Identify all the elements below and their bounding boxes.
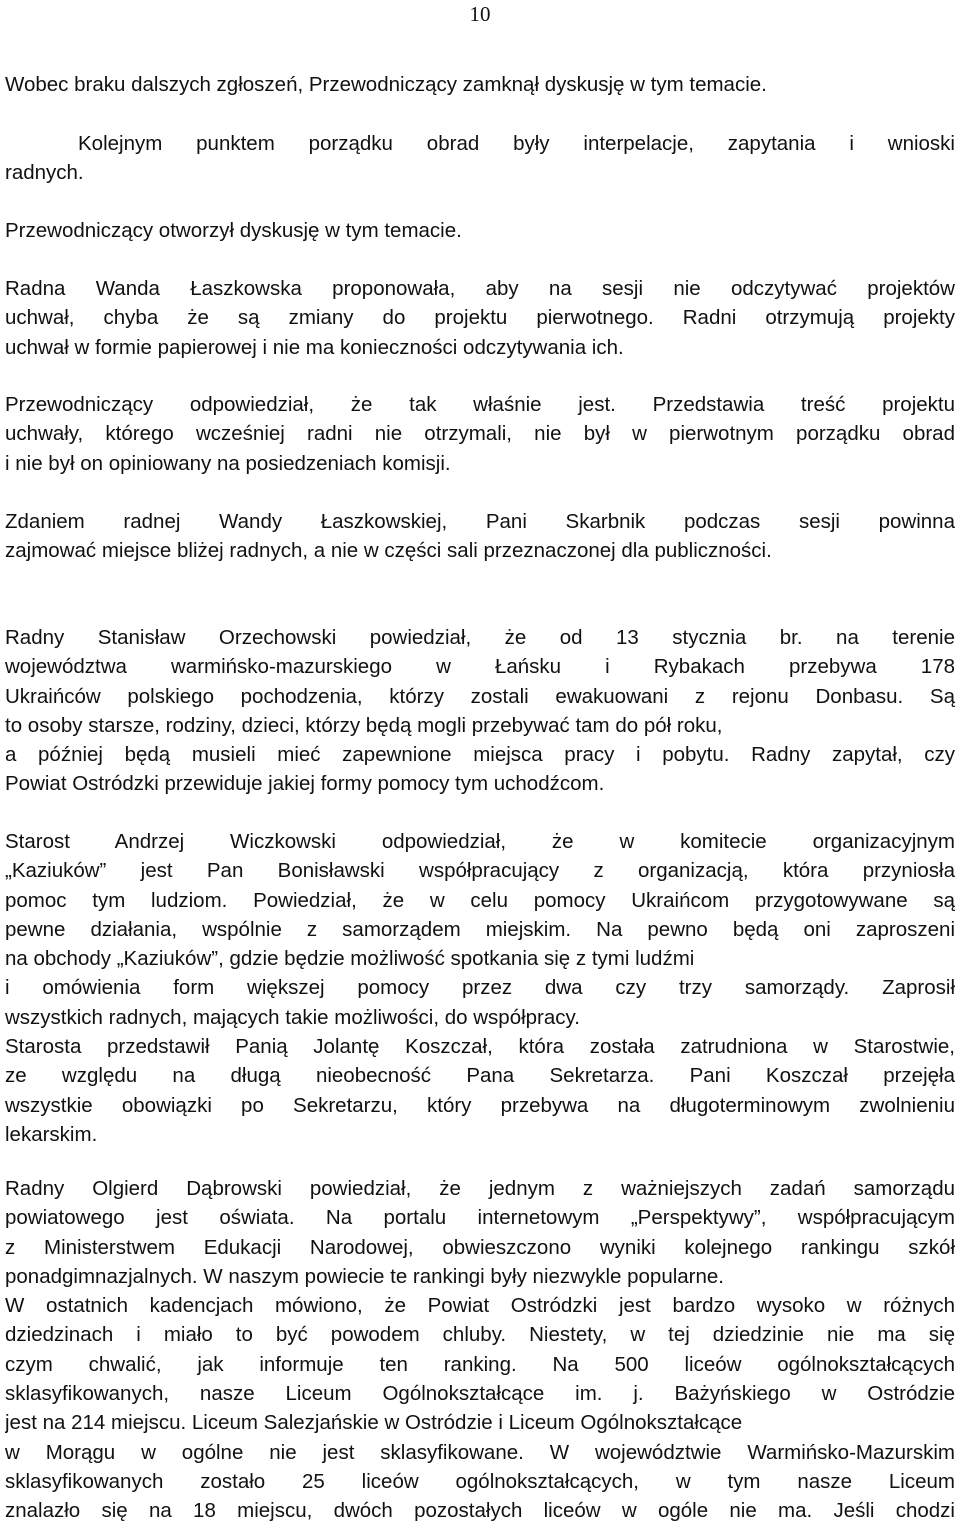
text-line: Zdaniem radnej Wandy Łaszkowskiej, Pani Skarbnik podczas sesji powinna (5, 510, 955, 533)
text-line: „Kaziuków” jest Pan Bonisławski współpracujący z organizacją, która przyniosła (5, 859, 955, 883)
text-line: na obchody „Kaziuków”, gdzie będzie możliwość spotkania się z tymi ludźmi (5, 947, 695, 971)
text-line: województwa warmińsko-mazurskiego w Łańsku i Rybakach przebywa 178 (5, 655, 955, 679)
paragraph-agenda-item (5, 129, 955, 188)
text-line: to osoby starsze, rodziny, dzieci, którzy będą mogli przebywać tam do pół roku, (5, 713, 723, 737)
text-line: Starost Andrzej Wiczkowski odpowiedział, że w komitecie organizacyjnym (5, 830, 955, 853)
text-line: powiatowego jest oświata. Na portalu internetowym „Perspektywy”, współpracującym (5, 1206, 955, 1230)
paragraph-open-discussion (5, 216, 955, 245)
text-line: radnych. (5, 161, 84, 185)
text-line: uchwały, którego wcześniej radni nie otrzymali, nie był w pierwotnym porządku obrad (5, 422, 955, 446)
text-line: uchwał, chyba że są zmiany do projektu pierwotnego. Radni otrzymują projekty (5, 306, 955, 330)
text-line: jest na 214 miejscu. Liceum Salezjańskie w Ostródzie i Liceum Ogólnokształcące (5, 1411, 743, 1435)
text-line: Ukraińców polskiego pochodzenia, którzy zostali ewakuowani z rejonu Donbasu. Są (5, 684, 955, 708)
text-line: lekarskim. (5, 1122, 98, 1146)
paragraph-laszkowska-proposal (5, 274, 955, 362)
text-line: znalazło się na 18 miejscu, dwóch pozostałych liceów w ogóle nie ma. Jeśli chodzi (5, 1499, 955, 1523)
paragraph-closing-discussion (5, 70, 955, 99)
text-line: i nie był on opiniowany na posiedzeniach komisji. (5, 451, 451, 475)
paragraph-dabrowski-education (5, 1174, 955, 1526)
text-line: w Morągu w ogólne nie jest sklasyfikowane. W województwie Warmińsko-Mazurskim (5, 1440, 955, 1464)
text-line: Powiat Ostródzki przewiduje jakiej formy pomocy tym uchodźcom. (5, 772, 605, 796)
text-line: a później będą musieli mieć zapewnione miejsca pracy i pobytu. Radny zapytał, czy (5, 743, 955, 767)
text-line: sklasyfikowanych zostało 25 liceów ogólnokształcących, w tym nasze Liceum (5, 1469, 955, 1493)
text-line: Radny Olgierd Dąbrowski powiedział, że jednym z ważniejszych zadań samorządu (5, 1177, 955, 1200)
text-line: Przewodniczący otworzył dyskusję w tym temacie. (5, 219, 462, 242)
paragraph-skarbnik-seat (5, 507, 955, 566)
paragraph-wiczkowski-reply (5, 827, 955, 1149)
text-line: pewne działania, wspólnie z samorządem miejskim. Na pewno będą oni zaproszeni (5, 917, 955, 941)
text-line: Starosta przedstawił Panią Jolantę Koszczał, która została zatrudniona w Starostwie, (5, 1035, 955, 1059)
text-line: i omówienia form większej pomocy przez dwa czy trzy samorządy. Zaprosił (5, 976, 955, 1000)
text-line: pomoc tym ludziom. Powiedział, że w celu pomocy Ukraińcom przygotowywane są (5, 888, 955, 912)
paragraph-chairman-reply (5, 390, 955, 478)
text-line: uchwał w formie papierowej i nie ma konieczności odczytywania ich. (5, 335, 624, 359)
text-line: ponadgimnazjalnych. W naszym powiecie te rankingi były niezwykle popularne. (5, 1264, 725, 1288)
text-line: Wobec braku dalszych zgłoszeń, Przewodniczący zamknął dyskusję w tym temacie. (5, 73, 767, 96)
text-line: ze względu na długą nieobecność Pana Sekretarza. Pani Koszczał przejęła (5, 1064, 955, 1088)
text-line: czym chwalić, jak informuje ten ranking. Na 500 liceów ogólnokształcących (5, 1352, 955, 1376)
text-line: z Ministerstwem Edukacji Narodowej, obwieszczono wyniki kolejnego rankingu szkół (5, 1235, 955, 1259)
text-line: zajmować miejsce bliżej radnych, a nie w części sali przeznaczonej dla publiczności. (5, 539, 772, 563)
text-line: Kolejnym punktem porządku obrad były interpelacje, zapytania i wnioski (78, 132, 955, 155)
text-line: W ostatnich kadencjach mówiono, że Powiat Ostródzki jest bardzo wysoko w różnych (5, 1294, 955, 1318)
text-line: Radna Wanda Łaszkowska proponowała, aby na sesji nie odczytywać projektów (5, 277, 955, 300)
text-line: dziedzinach i miało to być powodem chluby. Niestety, w tej dziedzinie nie ma się (5, 1323, 955, 1347)
paragraph-orzechowski-refugees (5, 623, 955, 799)
text-line: Przewodniczący odpowiedział, że tak właśnie jest. Przedstawia treść projektu (5, 393, 955, 416)
page-number: 10 (469, 2, 491, 26)
text-line: wszystkich radnych, mających takie możliwości, do współpracy. (5, 1005, 580, 1029)
text-line: sklasyfikowanych, nasze Liceum Ogólnokształcące im. j. Bażyńskiego w Ostródzie (5, 1382, 955, 1406)
text-line: Radny Stanisław Orzechowski powiedział, że od 13 stycznia br. na terenie (5, 626, 955, 649)
text-line: wszystkie obowiązki po Sekretarzu, który przebywa na długoterminowym zwolnieniu (5, 1093, 955, 1117)
